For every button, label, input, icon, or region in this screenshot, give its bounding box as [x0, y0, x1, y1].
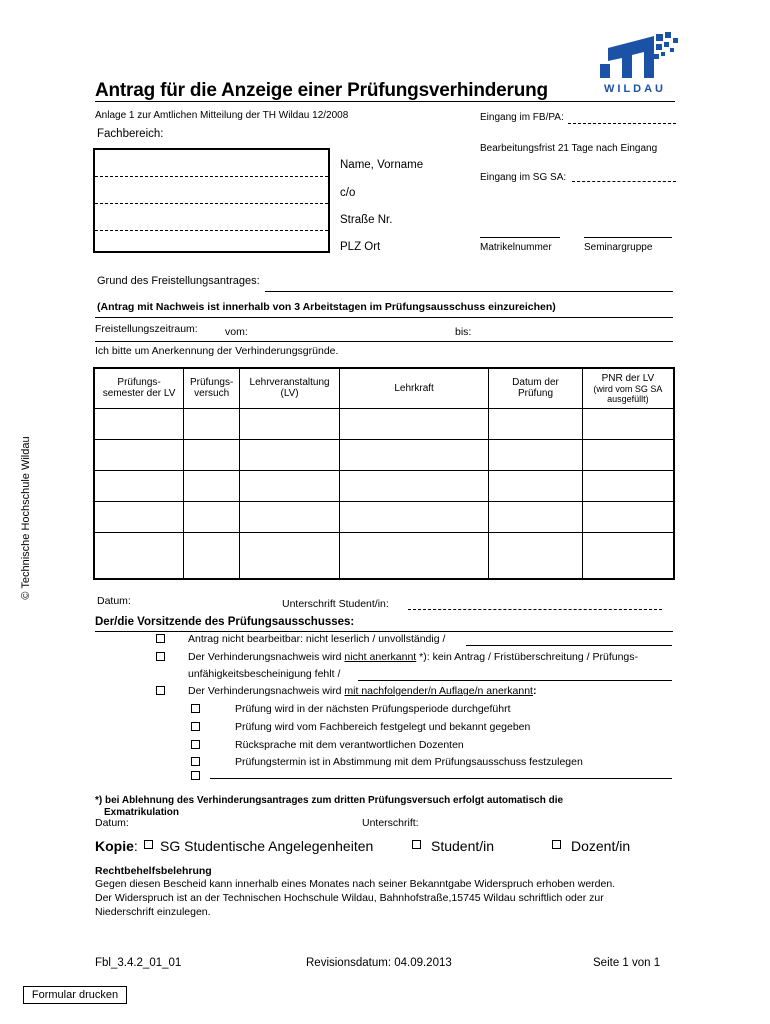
- table-row: [94, 439, 674, 470]
- table-cell[interactable]: [582, 470, 674, 501]
- matrikel-label: Matrikelnummer: [480, 242, 552, 253]
- bis-label: bis:: [455, 326, 472, 338]
- table-cell[interactable]: [240, 532, 340, 579]
- datum-label: Datum:: [97, 595, 131, 607]
- print-form-button[interactable]: Formular drucken: [23, 986, 127, 1004]
- table-row: [94, 408, 674, 439]
- address-box: [93, 148, 330, 253]
- address-line-2[interactable]: [95, 203, 328, 204]
- table-row: [94, 470, 674, 501]
- table-cell[interactable]: [240, 439, 340, 470]
- opt2-text: [188, 651, 638, 663]
- table-cell[interactable]: [184, 501, 240, 532]
- grund-label: Grund des Freistellungsantrages:: [97, 275, 260, 287]
- col-header-semester: Prüfungs- semester der LV: [94, 368, 184, 408]
- table-cell[interactable]: [94, 501, 184, 532]
- opt3-checkbox[interactable]: [156, 686, 165, 695]
- zeitraum-field[interactable]: [95, 341, 673, 342]
- table-row: [94, 501, 674, 532]
- table-cell[interactable]: [340, 408, 489, 439]
- opt3-text: [188, 685, 536, 697]
- opt1-checkbox[interactable]: [156, 634, 165, 643]
- table-cell[interactable]: [489, 470, 583, 501]
- opt3-text-a: Der Verhinderungsnachweis wird: [188, 685, 345, 697]
- table-cell[interactable]: [94, 532, 184, 579]
- table-cell[interactable]: [184, 439, 240, 470]
- kopie-dozent-checkbox[interactable]: [552, 840, 561, 849]
- footer-page: Seite 1 von 1: [593, 957, 661, 969]
- table-cell[interactable]: [582, 501, 674, 532]
- kopie-label-colon: :: [133, 838, 138, 854]
- table-cell[interactable]: [340, 501, 489, 532]
- table-cell[interactable]: [489, 501, 583, 532]
- nachweis-note: (Antrag mit Nachweis ist innerhalb von 3 Arbeitstagen im Prüfungsausschuss einzureichen): [97, 301, 556, 313]
- col-header-datum: Datum der Prüfung: [489, 368, 583, 408]
- table-cell[interactable]: [582, 532, 674, 579]
- footnote-unterschrift-label: Unterschrift:: [362, 817, 419, 829]
- table-cell[interactable]: [489, 408, 583, 439]
- sub4-checkbox[interactable]: [191, 757, 200, 766]
- table-cell[interactable]: [184, 532, 240, 579]
- kopie-student-label: Student/in: [431, 838, 495, 854]
- sub5-checkbox[interactable]: [191, 771, 200, 780]
- sub4-text: Prüfungstermin ist in Abstimmung mit dem Prüfungsausschuss festzulegen: [235, 756, 583, 768]
- seminar-field[interactable]: [584, 237, 672, 238]
- sub1-text: Prüfung wird in der nächsten Prüfungsperiode durchgeführt: [235, 703, 511, 715]
- col-header-lehrkraft: Lehrkraft: [340, 368, 489, 408]
- table-cell[interactable]: [94, 470, 184, 501]
- opt2-text-cont: unfähigkeitsbescheinigung fehlt /: [188, 668, 341, 680]
- opt1-text: Antrag nicht bearbeitbar: nicht leserlich / unvollständig /: [188, 633, 446, 645]
- opt2-text-b: nicht anerkannt: [344, 651, 417, 663]
- table-cell[interactable]: [240, 501, 340, 532]
- opt2-field[interactable]: [358, 680, 672, 681]
- opt3-text-b: mit nachfolgender/n Auflage/n anerkannt: [344, 685, 533, 697]
- vom-label: vom:: [225, 326, 248, 338]
- rechtsbehelf-line2: Der Widerspruch ist an der Technischen Hochschule Wildau, Bahnhofstraße,15745 Wildau schriftlich oder zur: [95, 892, 604, 904]
- footnote-text-2: Exmatrikulation: [104, 807, 180, 818]
- opt2-checkbox[interactable]: [156, 652, 165, 661]
- bearbeitungsfrist-note: Bearbeitungsfrist 21 Tage nach Eingang: [480, 143, 658, 154]
- table-cell[interactable]: [184, 408, 240, 439]
- sub3-checkbox[interactable]: [191, 740, 200, 749]
- footnote-datum-label: Datum:: [95, 817, 129, 829]
- table-cell[interactable]: [94, 408, 184, 439]
- form-subtitle: Anlage 1 zur Amtlichen Mitteilung der TH Wildau 12/2008: [95, 110, 349, 121]
- rechtsbehelf-line3: Niederschrift einzulegen.: [95, 906, 211, 918]
- form-title: Antrag für die Anzeige einer Prüfungsverhinderung: [95, 80, 548, 101]
- opt2-text-a: Der Verhinderungsnachweis wird: [188, 651, 345, 663]
- sub3-text: Rücksprache mit dem verantwortlichen Dozenten: [235, 739, 464, 751]
- table-cell[interactable]: [582, 439, 674, 470]
- table-cell[interactable]: [184, 470, 240, 501]
- col-header-pnr: [582, 368, 674, 408]
- table-cell[interactable]: [582, 408, 674, 439]
- kopie-dozent-label: Dozent/in: [571, 838, 631, 854]
- zeitraum-label: Freistellungszeitraum:: [95, 323, 198, 335]
- table-header-row: [94, 368, 674, 408]
- col-header-versuch: Prüfungs- versuch: [184, 368, 240, 408]
- committee-heading: Der/die Vorsitzende des Prüfungsausschusses:: [95, 616, 355, 628]
- co-label: c/o: [340, 187, 356, 199]
- sub5-field[interactable]: [210, 778, 672, 779]
- table-cell[interactable]: [240, 408, 340, 439]
- copyright-sidebar: © Technische Hochschule Wildau: [20, 436, 32, 600]
- kopie-label-text: Kopie: [95, 838, 134, 854]
- rechtsbehelf-heading: Rechtbehelfsbelehrung: [95, 865, 212, 877]
- opt1-field[interactable]: [466, 645, 672, 646]
- reason-divider: [95, 317, 673, 318]
- table-cell[interactable]: [94, 439, 184, 470]
- table-cell[interactable]: [340, 439, 489, 470]
- fachbereich-label: Fachbereich:: [97, 128, 164, 140]
- opt2-text-c: *): kein Antrag / Fristüberschreitung / Prüfungs-: [416, 651, 639, 663]
- kopie-sg-label: SG Studentische Angelegenheiten: [160, 838, 374, 854]
- exam-table: [93, 367, 675, 580]
- sub2-checkbox[interactable]: [191, 722, 200, 731]
- eingang-sgsa-field[interactable]: [572, 181, 676, 182]
- eingang-fbpa-label: Eingang im FB/PA:: [480, 112, 564, 123]
- table-row: [94, 532, 674, 579]
- eingang-fbpa-field[interactable]: [568, 123, 676, 124]
- th-wildau-logo: [590, 30, 680, 100]
- table-cell[interactable]: [340, 532, 489, 579]
- table-cell[interactable]: [489, 532, 583, 579]
- rechtsbehelf-line1: Gegen diesen Bescheid kann innerhalb eines Monates nach seiner Bekanntgabe Widerspruch erhoben werden.: [95, 878, 616, 890]
- eingang-sgsa-label: Eingang im SG SA:: [480, 172, 567, 183]
- footer-code: Fbl_3.4.2_01_01: [95, 957, 182, 969]
- pnr-header-note: (wird vom SG SA ausgefüllt): [593, 383, 663, 404]
- sub2-text: Prüfung wird vom Fachbereich festgelegt und bekannt gegeben: [235, 721, 531, 733]
- request-text: Ich bitte um Anerkennung der Verhinderungsgründe.: [95, 345, 339, 357]
- pnr-header-label: PNR der LV: [601, 372, 655, 384]
- name-label: Name, Vorname: [340, 159, 424, 171]
- sub1-checkbox[interactable]: [191, 704, 200, 713]
- address-line-3[interactable]: [95, 230, 328, 231]
- table-cell[interactable]: [489, 439, 583, 470]
- title-underline: [95, 101, 675, 102]
- unterschrift-student-field[interactable]: [408, 609, 662, 610]
- committee-underline: [95, 631, 673, 632]
- opt3-text-c: :: [532, 685, 537, 697]
- kopie-student-checkbox[interactable]: [412, 840, 421, 849]
- plz-label: PLZ Ort: [340, 241, 381, 253]
- footnote-text: *) bei Ablehnung des Verhinderungsantrages zum dritten Prüfungsversuch erfolgt automatisch die: [95, 795, 564, 806]
- kopie-sg-checkbox[interactable]: [144, 840, 153, 849]
- table-cell[interactable]: [240, 470, 340, 501]
- address-line-1[interactable]: [95, 176, 328, 177]
- kopie-label: [95, 838, 138, 854]
- table-cell[interactable]: [340, 470, 489, 501]
- seminar-label: Seminargruppe: [584, 242, 653, 253]
- matrikel-field[interactable]: [480, 237, 560, 238]
- grund-field[interactable]: [265, 291, 673, 292]
- strasse-label: Straße Nr.: [340, 214, 393, 226]
- unterschrift-student-label: Unterschrift Student/in:: [282, 598, 389, 610]
- logo-subtitle: WILDAU: [604, 83, 666, 95]
- footer-revision: Revisionsdatum: 04.09.2013: [306, 957, 452, 969]
- col-header-lehrveranstaltung: Lehrveranstaltung (LV): [240, 368, 340, 408]
